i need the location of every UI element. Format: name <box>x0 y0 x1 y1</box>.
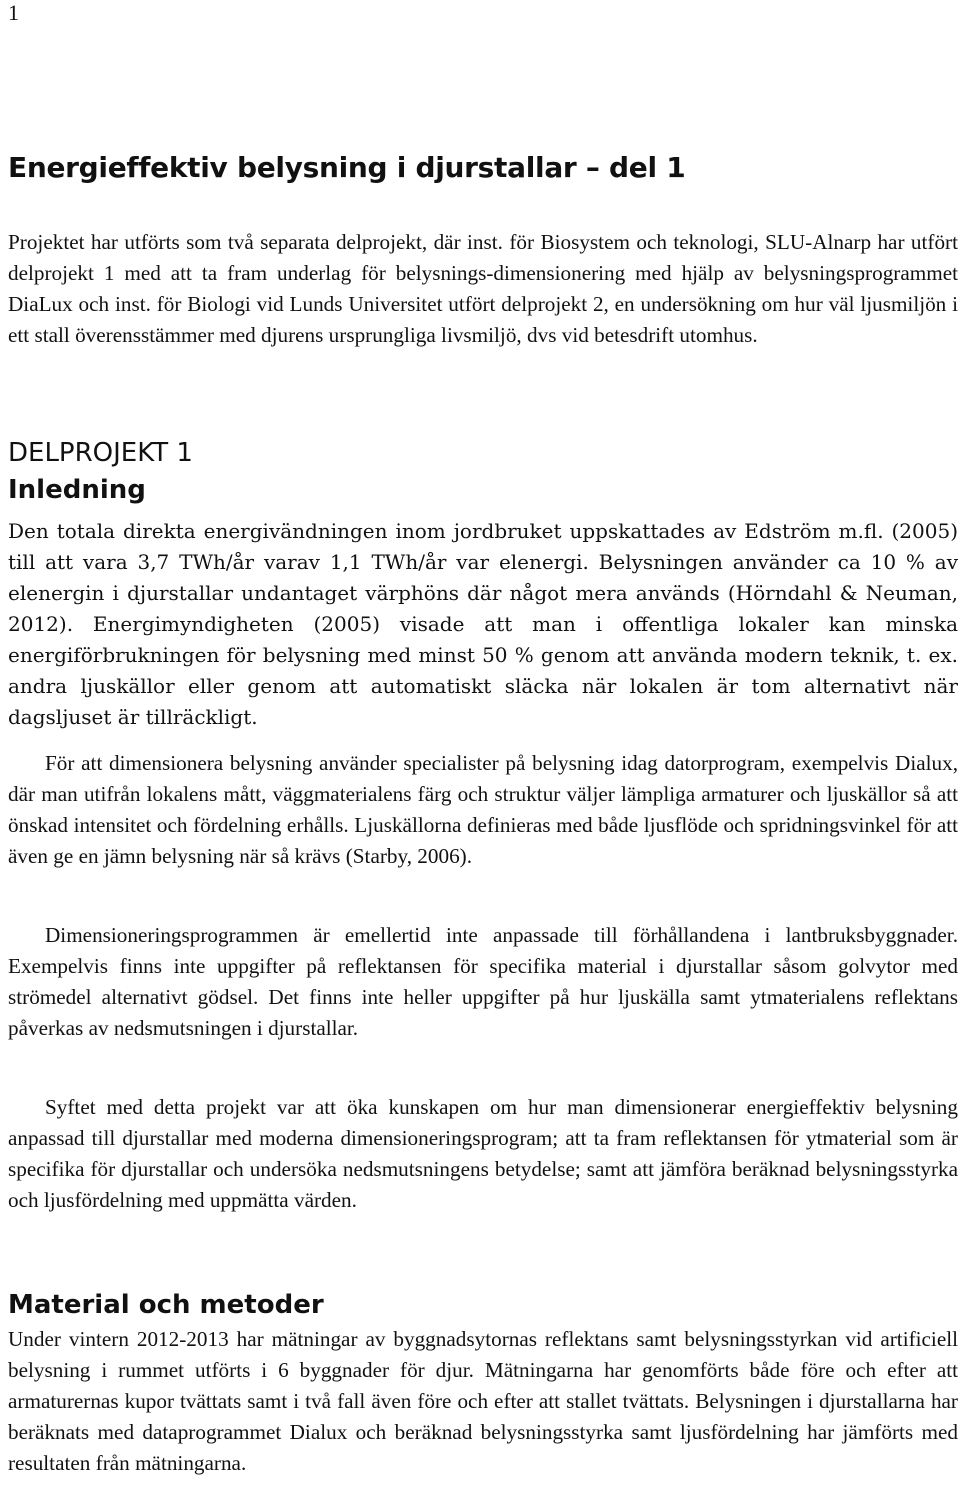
document-title: Energieffektiv belysning i djurstallar – del 1 <box>8 151 686 184</box>
section-heading-material: Material och metoder <box>8 1290 324 1320</box>
material-paragraph: Under vintern 2012-2013 har mätningar av byggnadsytornas reflektans samt belysningsstyrkan vid artificiell belysning i rummet utförts i 6 byggnader för djur. Mätningarna har genomförts både före och efter att armaturernas kupor tvättats samt i två fall även före och efter att stallet tvättats. Belysningen i djurstallarna har beräknats med dataprogrammet Dialux och beräknad belysningsstyrka samt ljusfördelning har jämförts med resultaten från mätningarna. <box>8 1327 958 1475</box>
page-number: 1 <box>8 0 19 25</box>
inledning-paragraph-2: För att dimensionera belysning använder specialister på belysning idag datorprogram, exempelvis Dialux, där man utifrån lokalens mått, väggmaterialens färg och struktur väljer lämpliga armaturer och ljuskällor så att önskad intensitet och fördelning erhålls. Ljuskällorna definieras med både ljusflöde och spridningsvinkel för att även ge en jämn belysning när så krävs (Starby, 2006). <box>8 751 958 868</box>
inledning-paragraph-1: Den totala direkta energivändningen inom jordbruket uppskattades av Edström m.fl. (2005) till att vara 3,7 TWh/år varav 1,1 TWh/år var elenergi. Belysningen använder ca 10 % av elenergin i djurstallar undantaget värphöns där något mera används (Hörndahl & Neuman, 2012). Energimyndigheten (2005) visade att man i offentliga lokaler kan minska energiförbrukningen för belysning med minst 50 % genom att använda modern teknik, t. ex. andra ljuskällor eller genom att automatiskt släcka när lokalen är tom alternativt när dagsljuset är tillräckligt. <box>8 519 958 729</box>
section-heading-delprojekt: DELPROJEKT 1 <box>8 438 193 468</box>
inledning-paragraph-3: Dimensioneringsprogrammen är emellertid inte anpassade till förhållandena i lantbruksbyggnader. Exempelvis finns inte uppgifter på reflektansen för specifika material i djurstallar såsom golvytor med strömedel alternativt gödsel. Det finns inte heller uppgifter på hur ljuskälla samt ytmaterialens reflektans påverkas av nedsmutsningen i djurstallar. <box>8 923 958 1040</box>
inledning-paragraph-4: Syftet med detta projekt var att öka kunskapen om hur man dimensionerar energieffektiv belysning anpassad till djurstallar med moderna dimensioneringsprogram; att ta fram reflektansen för ytmaterial som är specifika för djurstallar och undersöka nedsmutsningens betydelse; samt att jämföra beräknad belysningsstyrka och ljusfördelning med uppmätta värden. <box>8 1095 958 1212</box>
intro-paragraph: Projektet har utförts som två separata delprojekt, där inst. för Biosystem och teknologi, SLU-Alnarp har utfört delprojekt 1 med att ta fram underlag för belysnings-dimensionering med hjälp av belysningsprogrammet DiaLux och inst. för Biologi vid Lunds Universitet utfört delprojekt 2, en undersökning om hur väl ljusmiljön i ett stall överensstämmer med djurens ursprungliga livsmiljö, dvs vid betesdrift utomhus. <box>8 230 958 347</box>
subsection-heading-inledning: Inledning <box>8 475 146 505</box>
